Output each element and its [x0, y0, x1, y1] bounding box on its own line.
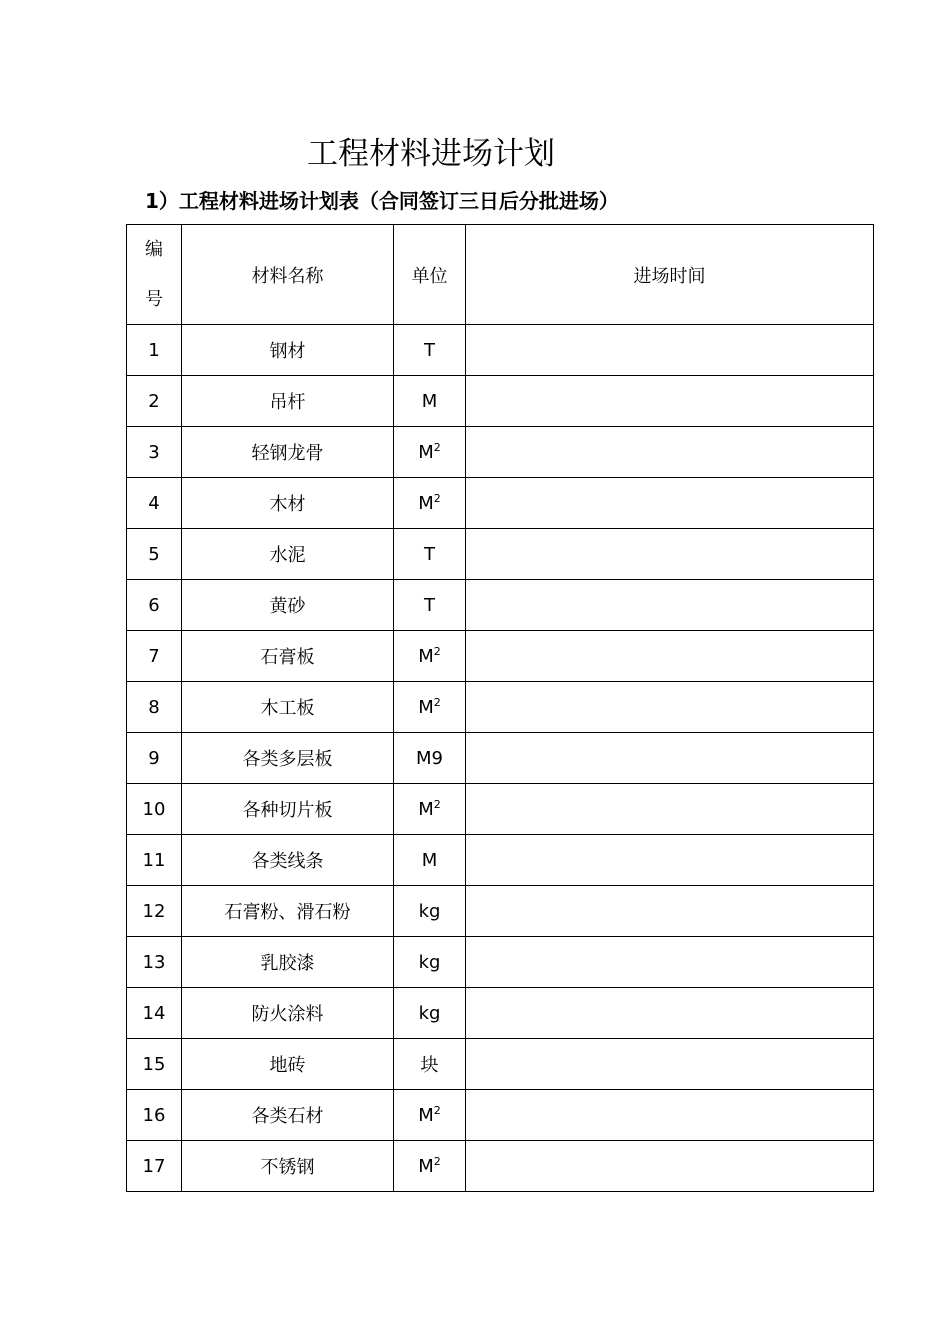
unit-cell	[394, 988, 466, 1039]
arrival-time	[466, 937, 874, 988]
unit-cell	[394, 478, 466, 529]
table-row	[127, 631, 874, 682]
arrival-time	[466, 427, 874, 478]
table-row	[127, 1141, 874, 1192]
unit-superscript: 2	[433, 440, 441, 454]
table-row	[127, 988, 874, 1039]
unit-superscript: 2	[433, 695, 441, 709]
unit-superscript: 2	[433, 797, 441, 811]
unit-cell	[394, 325, 466, 376]
unit-superscript: 2	[433, 491, 441, 505]
header-row	[127, 225, 874, 325]
material-name: 防火涂料	[182, 988, 394, 1039]
unit-cell	[394, 835, 466, 886]
row-number: 15	[127, 1039, 182, 1090]
material-name: 地砖	[182, 1039, 394, 1090]
unit-cell	[394, 886, 466, 937]
material-name: 钢材	[182, 325, 394, 376]
table-caption: 1）工程材料进场计划表（合同签订三日后分批进场）	[145, 189, 619, 213]
unit-cell	[394, 427, 466, 478]
table-row	[127, 529, 874, 580]
row-number: 11	[127, 835, 182, 886]
material-name: 水泥	[182, 529, 394, 580]
table-row	[127, 784, 874, 835]
row-number: 10	[127, 784, 182, 835]
row-number: 3	[127, 427, 182, 478]
arrival-time	[466, 784, 874, 835]
unit-superscript: 2	[433, 1154, 441, 1168]
unit-value: kg	[418, 951, 441, 973]
material-name: 各类石材	[182, 1090, 394, 1141]
row-number: 4	[127, 478, 182, 529]
material-name: 石膏粉、滑石粉	[182, 886, 394, 937]
unit-cell	[394, 1090, 466, 1141]
row-number: 2	[127, 376, 182, 427]
table-row	[127, 376, 874, 427]
material-name: 各类线条	[182, 835, 394, 886]
unit-cell	[394, 937, 466, 988]
table-row	[127, 835, 874, 886]
material-name: 各种切片板	[182, 784, 394, 835]
row-number: 9	[127, 733, 182, 784]
unit-cell	[394, 784, 466, 835]
arrival-time	[466, 733, 874, 784]
unit-cell	[394, 733, 466, 784]
arrival-time	[466, 1141, 874, 1192]
row-number: 17	[127, 1141, 182, 1192]
row-number: 5	[127, 529, 182, 580]
header-no	[127, 225, 182, 325]
material-name: 黄砂	[182, 580, 394, 631]
arrival-time	[466, 886, 874, 937]
table-body	[127, 325, 874, 1192]
header-material-name: 材料名称	[182, 225, 394, 325]
material-name: 木工板	[182, 682, 394, 733]
table-row	[127, 1039, 874, 1090]
material-plan-table	[126, 224, 874, 1192]
row-number: 8	[127, 682, 182, 733]
header-unit: 单位	[394, 225, 466, 325]
unit-value: M	[418, 696, 434, 718]
unit-value: M	[418, 1104, 434, 1126]
table-row	[127, 1090, 874, 1141]
unit-value: T	[424, 339, 435, 361]
unit-value: T	[424, 543, 435, 565]
unit-value: M	[418, 645, 434, 667]
header-no-part2: 号	[145, 288, 163, 310]
row-number: 12	[127, 886, 182, 937]
unit-cell	[394, 376, 466, 427]
unit-value: kg	[418, 1002, 441, 1024]
table-row	[127, 325, 874, 376]
page-title: 工程材料进场计划	[307, 136, 555, 172]
row-number: 16	[127, 1090, 182, 1141]
arrival-time	[466, 988, 874, 1039]
arrival-time	[466, 478, 874, 529]
row-number: 13	[127, 937, 182, 988]
arrival-time	[466, 631, 874, 682]
material-name: 吊杆	[182, 376, 394, 427]
unit-value: M	[421, 849, 438, 871]
unit-value: M	[418, 441, 434, 463]
arrival-time	[466, 682, 874, 733]
unit-superscript: 2	[433, 1103, 441, 1117]
arrival-time	[466, 580, 874, 631]
row-number: 14	[127, 988, 182, 1039]
table-row	[127, 580, 874, 631]
arrival-time	[466, 325, 874, 376]
row-number: 6	[127, 580, 182, 631]
arrival-time	[466, 835, 874, 886]
table-row	[127, 427, 874, 478]
header-no-part1: 编	[145, 238, 163, 260]
material-name: 石膏板	[182, 631, 394, 682]
material-name: 乳胶漆	[182, 937, 394, 988]
unit-cell	[394, 1141, 466, 1192]
unit-value: 块	[420, 1055, 439, 1076]
table-row	[127, 478, 874, 529]
arrival-time	[466, 1090, 874, 1141]
arrival-time	[466, 376, 874, 427]
table-row	[127, 937, 874, 988]
unit-value: M	[418, 798, 434, 820]
material-name: 木材	[182, 478, 394, 529]
unit-value: M	[421, 390, 438, 412]
unit-superscript: 2	[433, 644, 441, 658]
unit-cell	[394, 529, 466, 580]
row-number: 1	[127, 325, 182, 376]
material-name: 不锈钢	[182, 1141, 394, 1192]
unit-cell	[394, 1039, 466, 1090]
table-row	[127, 682, 874, 733]
unit-cell	[394, 631, 466, 682]
row-number: 7	[127, 631, 182, 682]
unit-value: M	[418, 1155, 434, 1177]
unit-cell	[394, 580, 466, 631]
material-name: 轻钢龙骨	[182, 427, 394, 478]
table-row	[127, 733, 874, 784]
arrival-time	[466, 1039, 874, 1090]
header-arrival-time: 进场时间	[466, 225, 874, 325]
material-name: 各类多层板	[182, 733, 394, 784]
unit-value: M9	[416, 747, 443, 769]
unit-value: kg	[418, 900, 441, 922]
unit-value: M	[418, 492, 434, 514]
unit-value: T	[424, 594, 435, 616]
table-row	[127, 886, 874, 937]
arrival-time	[466, 529, 874, 580]
unit-cell	[394, 682, 466, 733]
